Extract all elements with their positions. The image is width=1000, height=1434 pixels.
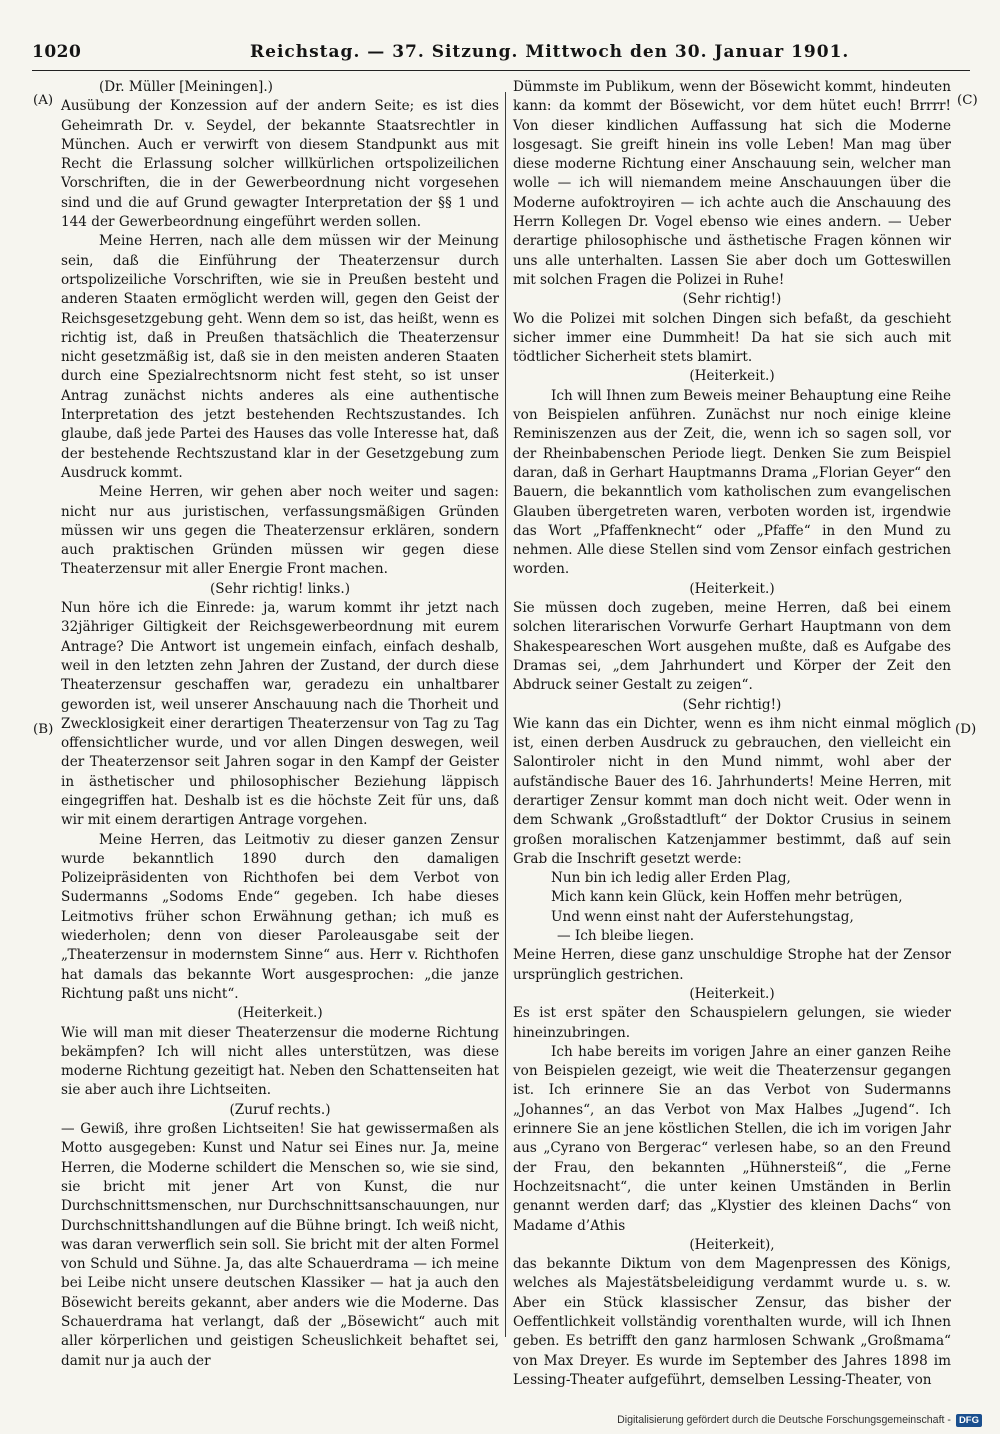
paragraph: (Dr. Müller [Meiningen].)	[99, 79, 273, 95]
interjection: (Sehr richtig! links.)	[209, 580, 351, 597]
paragraph: Dümmste im Publikum, wenn der Bösewicht kommt, hindeuten kann: da kommt der Bösewicht, vor dem hütet euch! Brrrr! Von dieser kindlichen Auffassung hat sich die Moderne losgesagt. Sie greift hinein ins volle Leben! Man mag über diese moderne Richtung einer Anschauung sein, welcher man wolle — ich will niemandem meine Anschauungen über die Moderne aufoktroyiren — ich achte auch die Anschauung des Herrn Kollegen Dr. Vogel ebenso wie eines andern. — Ueber derartige philosophische und ästhetische Fragen können wir uns alle unterhalten. Lassen Sie aber doch um Gotteswillen mit solchen Fragen die Polizei in Ruhe!	[513, 79, 951, 288]
interjection: (Heiterkeit.)	[689, 368, 775, 385]
margin-mark-a: (A)	[33, 93, 54, 108]
dfg-logo: DFG	[956, 1414, 982, 1427]
interjection: (Sehr richtig!)	[682, 291, 782, 308]
paragraph: Wie will man mit dieser Theaterzensur die moderne Richtung bekämpfen? Ich will nicht alles unterstützen, was diese moderne Richtung gezeitigt hat. Neben den Schattenseiten hat sie aber auch ihre Lichtseiten.	[61, 1024, 499, 1099]
verse-line: Und wenn einst naht der Auferstehungstag,	[551, 908, 854, 925]
running-title: Reichstag. — 37. Sitzung. Mittwoch den 30. Januar 1901.	[250, 42, 850, 62]
footer-credit	[617, 1411, 982, 1429]
paragraph: Sie müssen doch zugeben, meine Herren, daß bei einem solchen literarischen Vorwurfe Gerhart Hauptmann von dem Shakespeareschen Wort ausgehen mußte, daß es Aufgabe des Dramas sei, „dem Jahrhundert und Körper der Zeit den Abdruck seiner Gestalt zu zeigen“.	[513, 600, 951, 694]
paragraph: Es ist erst später den Schauspielern gelungen, sie wieder hineinzubringen.	[513, 1005, 951, 1041]
paragraph: Wo die Polizei mit solchen Dingen sich befaßt, da geschieht sicher immer eine Dummheit! Da hat sie sich auch mit tödtlicher Sicherheit stets blamirt.	[513, 310, 951, 366]
interjection: (Heiterkeit.)	[689, 580, 775, 597]
interjection: (Sehr richtig!)	[682, 696, 782, 713]
margin-mark-d: (D)	[955, 722, 977, 737]
paragraph: Nun höre ich die Einrede: ja, warum kommt ihr jetzt nach 32jähriger Giltigkeit der Reichsgewerbeordnung mit eurem Antrage? Die Antwort ist ungemein einfach, einfach deshalb, weil in den letzten zehn Jahren der Zustand, der durch diese Theaterzensur geschaffen war, geradezu ein unhaltbarer geworden ist, weil unserer Anschauung nach die Thorheit und Zwecklosigkeit einer derartigen Theaterzensur von Tag zu Tag offensichtlicher wurde, und vor allen Dingen deswegen, weil der Theaterzensor seit Jahren sogar in den Kampf der Geister in ästhetischer und philosophischer Beziehung läppisch eingegriffen hat. Deshalb ist es die höchste Zeit für uns, daß wir mit einem derartigen Antrage vorgehen.	[61, 600, 499, 829]
paragraph: Meine Herren, wir gehen aber noch weiter und sagen: nicht nur aus juristischen, verfassungsmäßigen Gründen müssen wir uns gegen die Theaterzensur erklären, sondern auch praktischen Gründen müssen wir gegen diese Theaterzensur mit aller Energie Front machen.	[61, 484, 499, 578]
margin-mark-c: (C)	[957, 93, 978, 108]
interjection: (Heiterkeit.)	[689, 985, 775, 1002]
page-header	[32, 42, 970, 71]
page-number: 1020	[32, 42, 82, 62]
interjection: (Heiterkeit.)	[237, 1005, 323, 1022]
left-text-column	[61, 78, 499, 1371]
verse-line: Mich kann kein Glück, kein Hoffen mehr betrügen,	[551, 889, 903, 906]
paragraph: das bekannte Diktum von dem Magenpressen des Königs, welches als Majestätsbeleidigung verdammt wurde u. s. w. Aber ein Stück klassischer Zensur, das bisher der Oeffentlichkeit vollständig vorenthalten wurde, will ich Ihnen geben. Es betrifft den ganz harmlosen Schwank „Großmama“ von Max Dreyer. Es wurde im September des Jahres 1898 im Lessing-Theater aufgeführt, demselben Lessing-Theater, von	[513, 1256, 951, 1388]
paragraph: — Gewiß, ihre großen Lichtseiten! Sie hat gewissermaßen als Motto ausgegeben: Kunst und Natur sei Eines nur. Ja, meine Herren, die Moderne schildert die Menschen so, wie sie sind, sie bricht mit jener Art von Kunst, die nur Durchschnittsmenschen, nur Durchschnittsanschauungen, nur Durchschnittshandlungen auf die Bühne bringt. Ich weiß nicht, was daran verwerflich sein soll. Sie bricht mit der alten Formel von Schuld und Sühne. Ja, das alte Schauerdrama — ich meine bei Leibe nicht unsere deutschen Klassiker — hat ja auch den Bösewicht bereits gekannt, aber anders wie die Moderne. Das Schauerdrama hat verlangt, daß der „Bösewicht“ auch mit aller körperlichen und geistigen Scheuslichkeit behaftet sei, damit nur ja auch der	[61, 1121, 499, 1369]
paragraph: Meine Herren, das Leitmotiv zu dieser ganzen Zensur wurde bekanntlich 1890 durch den damaligen Polizeipräsidenten von Richthofen bei dem Verbot von Sudermanns „Sodoms Ende“ gegeben. Ich habe dieses Leitmotivs früher schon Erwähnung gethan; ich muß es wiederholen; denn von dieser Paroleausgabe seit der „Theaterzensur in modernstem Sinne“ aus. Herr v. Richthofen hat damals das bekannte Wort ausgesprochen: „die janze Richtung paßt uns nicht“.	[61, 831, 499, 1002]
verse-line: — Ich bleibe liegen.	[557, 928, 695, 945]
paragraph: Ausübung der Konzession auf der andern Seite; es ist dies Geheimrath Dr. v. Seydel, der bekannte Staatsrechtler in München. Auch er verwirft von diesem Standpunkt aus mit Recht die Erlassung solcher willkürlichen ortspolizeilichen Vorschriften, die in der Gewerbeordnung nicht vorgesehen sind und die auf Grund gewagter Interpretation der §§ 1 und 144 der Gewerbeordnung eingeführt werden sollen.	[61, 98, 499, 231]
right-text-column	[513, 78, 951, 1390]
margin-mark-b: (B)	[33, 722, 54, 737]
paragraph: Wie kann das ein Dichter, wenn es ihm nicht einmal möglich ist, einen derben Ausdruck zu gebrauchen, den vielleicht ein Salontiroler nicht in den Mund nimmt, wohl aber der aufständische Bauer des 16. Jahrhunderts! Meine Herren, mit derartiger Zensur kommt man doch nicht weit. Oder wenn in dem Schwank „Großstadtluft“ der Doktor Crusius in seinem großen moralischen Katzenjammer bestimmt, daß auf sein Grab die Inschrift gesetzt werde:	[513, 715, 951, 867]
column-divider	[505, 92, 506, 1337]
footer-text: Digitalisierung gefördert durch die Deutsche Forschungsgemeinschaft -	[617, 1414, 951, 1426]
paragraph: Meine Herren, diese ganz unschuldige Strophe hat der Zensor ursprünglich gestrichen.	[513, 947, 951, 983]
paragraph: Ich will Ihnen zum Beweis meiner Behauptung eine Reihe von Beispielen anführen. Zunächst nur noch einige kleine Reminiszenzen aus der Zeit, die, wenn ich so sagen soll, vor der Rheinbabenschen Periode liegt. Denken Sie zum Beispiel daran, daß in Gerhart Hauptmanns Drama „Florian Geyer“ den Bauern, die bekanntlich vom katholischen zum evangelischen Glauben übergetreten waren, verboten worden ist, irgendwie das Wort „Pfaffenknecht“ oder „Pfaffe“ in den Mund zu nehmen. Alle diese Stellen sind vom Zensor einfach gestrichen worden.	[513, 387, 951, 578]
paragraph: Meine Herren, nach alle dem müssen wir der Meinung sein, daß die Einführung der Theaterzensur durch ortspolizeiliche Vorschriften, wie sie in Preußen besteht und anderen Staaten ermöglicht werden will, gegen den Geist der Reichsgesetzgebung geht. Wenn dem so ist, das heißt, wenn es richtig ist, daß in Preußen thatsächlich die Theaterzensur nicht gesetzmäßig ist, daß sie in den meisten anderen Staaten durch eine Spezialrechtsnorm nicht fest steht, so ist unser Antrag zunächst nichts anderes als eine authentische Interpretation des jetzt bestehenden Rechtszustandes. Ich glaube, daß jede Partei des Hauses das volle Interesse hat, daß der bestehende Rechtszustand klar in der Gesetzgebung zum Ausdruck kommt.	[61, 233, 499, 481]
interjection: (Heiterkeit),	[689, 1236, 775, 1253]
interjection: (Zuruf rechts.)	[229, 1101, 331, 1118]
paragraph: Ich habe bereits im vorigen Jahre an einer ganzen Reihe von Beispielen gezeigt, wie weit die Theaterzensur gegangen ist. Ich erinnere Sie an das Verbot von Sudermanns „Johannes“, an das Verbot von Max Halbes „Jugend“. Ich erinnere Sie an jene köstlichen Stellen, die ich im vorigen Jahr aus „Cyrano von Bergerac“ verlesen habe, so an den Freund der Frau, den bekannten „Hühnersteiß“, die „Ferne Hochzeitsnacht“, die unter keinen Umständen in Berlin genannt werden darf; das „Klystier des kleinen Dachs“ von Madame d’Athis	[513, 1043, 951, 1234]
verse-line: Nun bin ich ledig aller Erden Plag,	[551, 870, 791, 887]
